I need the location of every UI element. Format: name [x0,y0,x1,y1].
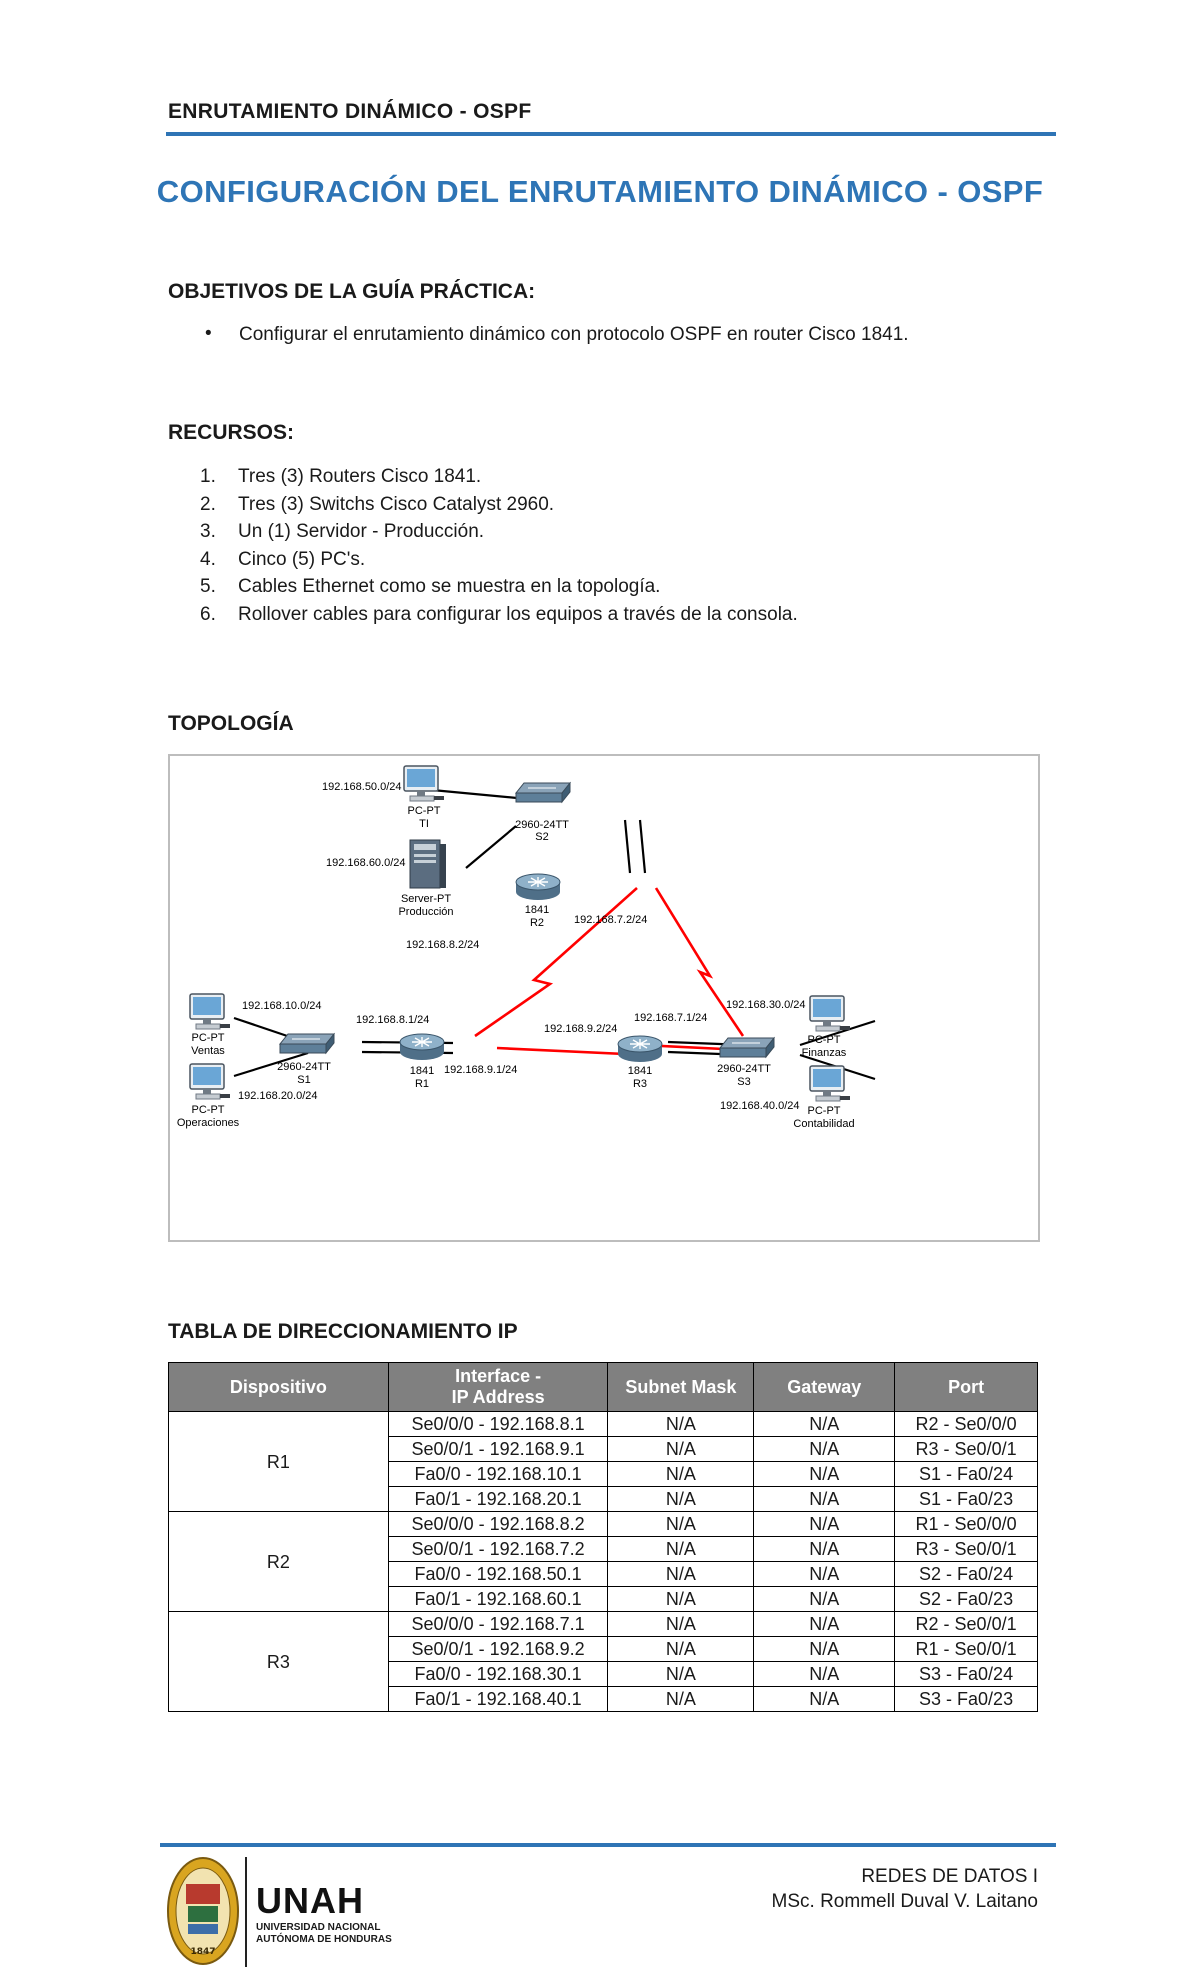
label-r1-model: 1841 [409,1065,435,1077]
col-header-device: Dispositivo [169,1363,389,1412]
table-row: Fa0/0 - 192.168.10.1 N/A N/A S1 - Fa0/24 [169,1462,1038,1487]
table-header-row [169,1363,1038,1412]
bullet-icon: • [205,323,212,344]
label-r3-model: 1841 [627,1065,653,1077]
label-pc-fin-type: PC-PT [807,1034,841,1046]
label-s2-name: S2 [535,831,549,843]
col-header-mask: Subnet Mask [608,1363,754,1412]
label-pc-ti-type: PC-PT [407,805,441,817]
pc-contabilidad-icon [810,1066,850,1101]
label-server-name: Producción [398,906,454,918]
label-r2-model: 1841 [524,904,550,916]
topologia-heading: TOPOLOGÍA [168,712,294,735]
table-row: Fa0/1 - 192.168.20.1 N/A N/A S1 - Fa0/23 [169,1487,1038,1512]
switch-s2-icon [516,783,570,802]
table-row: Fa0/0 - 192.168.30.1 N/A N/A S3 - Fa0/24 [169,1662,1038,1687]
label-r2-name: R2 [529,917,545,929]
label-pc-ventas-type: PC-PT [191,1032,225,1044]
table-row: Se0/0/1 - 192.168.7.2 N/A N/A R3 - Se0/0/1 [169,1537,1038,1562]
table-row: Se0/0/1 - 192.168.9.2 N/A N/A R1 - Se0/0/1 [169,1637,1038,1662]
col-header-port: Port [895,1363,1038,1412]
footer-course: REDES DE DATOS I [861,1866,1038,1887]
label-net20: 192.168.20.0/24 [238,1090,318,1102]
logo-line-2: AUTÓNOMA DE HONDURAS [256,1934,392,1945]
header-title: ENRUTAMIENTO DINÁMICO - OSPF [168,100,532,123]
label-pc-fin-name: Finanzas [801,1047,847,1059]
router-r1-icon [400,1034,444,1060]
label-pc-oper-name: Operaciones [176,1117,240,1129]
label-net50: 192.168.50.0/24 [322,781,402,793]
label-r3-ip-7: 192.168.7.1/24 [634,1012,708,1024]
pc-operaciones-icon [190,1064,230,1099]
label-pc-cont-name: Contabilidad [793,1118,855,1130]
pc-finanzas-icon [810,996,850,1031]
header-divider [166,132,1056,136]
table-row: Fa0/0 - 192.168.50.1 N/A N/A S2 - Fa0/24 [169,1562,1038,1587]
label-pc-ventas-name: Ventas [191,1045,225,1057]
label-r1-ip-9: 192.168.9.1/24 [444,1064,518,1076]
label-server-type: Server-PT [400,893,452,905]
label-r1-name: R1 [414,1078,430,1090]
logo-line-1: UNIVERSIDAD NACIONAL [256,1922,381,1933]
label-r2-left-ip: 192.168.8.2/24 [406,939,480,951]
footer-divider [160,1843,1056,1847]
pc-ventas-icon [190,994,230,1029]
logo-abbreviation: UNAH [256,1880,364,1921]
label-s3-name: S3 [737,1076,751,1088]
objetivos-heading: OBJETIVOS DE LA GUÍA PRÁCTICA: [168,280,536,303]
switch-s1-icon [280,1034,334,1053]
label-s2-model: 2960-24TT [515,819,569,831]
label-r3-name: R3 [632,1078,648,1090]
label-pc-oper-type: PC-PT [191,1104,225,1116]
table-row: R1 Se0/0/0 - 192.168.8.1 N/A N/A R2 - Se0/0/0 [169,1412,1038,1437]
label-net30: 192.168.30.0/24 [726,999,806,1011]
table-row: Fa0/1 - 192.168.40.1 N/A N/A S3 - Fa0/23 [169,1687,1038,1712]
label-net10: 192.168.10.0/24 [242,1000,322,1012]
page-title: CONFIGURACIÓN DEL ENRUTAMIENTO DINÁMICO - OSPF [156,174,1044,209]
university-seal-icon [166,1856,240,1966]
ip-addressing-table [168,1362,1038,1712]
table-row: Se0/0/1 - 192.168.9.1 N/A N/A R3 - Se0/0/1 [169,1437,1038,1462]
tabla-heading: TABLA DE DIRECCIONAMIENTO IP [168,1320,518,1343]
footer-logo-divider [245,1857,247,1967]
table-row: R3 Se0/0/0 - 192.168.7.1 N/A N/A R2 - Se0/0/1 [169,1612,1038,1637]
server-produccion-icon [410,840,446,888]
label-net60: 192.168.60.0/24 [326,857,406,869]
table-body [169,1412,1038,1712]
device-cell: R3 [169,1612,389,1712]
label-r2-right-ip: 192.168.7.2/24 [574,914,648,926]
label-r1-ip-8: 192.168.8.1/24 [356,1014,430,1026]
router-r3-icon [618,1036,662,1062]
col-header-interface: Interface - IP Address [388,1363,608,1412]
switch-s3-icon [720,1038,774,1057]
table-row: Fa0/1 - 192.168.60.1 N/A N/A S2 - Fa0/23 [169,1587,1038,1612]
label-net40: 192.168.40.0/24 [720,1100,800,1112]
label-s3-model: 2960-24TT [717,1063,771,1075]
pc-ti-icon [404,766,444,801]
label-s1-name: S1 [297,1074,311,1086]
label-s1-model: 2960-24TT [277,1061,331,1073]
router-r2-icon [516,874,560,900]
table-row: R2 Se0/0/0 - 192.168.8.2 N/A N/A R1 - Se0/0/0 [169,1512,1038,1537]
list-item: Configurar el enrutamiento dinámico con protocolo OSPF en router Cisco 1841. [239,324,909,345]
recursos-heading: RECURSOS: [168,421,295,444]
label-pc-ti-name: TI [419,818,429,830]
seal-year: 1847 [190,1947,216,1957]
footer-author: MSc. Rommell Duval V. Laitano [771,1891,1038,1912]
device-cell: R1 [169,1412,389,1512]
label-r3-ip-9: 192.168.9.2/24 [544,1023,618,1035]
topology-diagram [168,754,1040,1242]
device-cell: R2 [169,1512,389,1612]
label-pc-cont-type: PC-PT [807,1105,841,1117]
col-header-gateway: Gateway [754,1363,895,1412]
